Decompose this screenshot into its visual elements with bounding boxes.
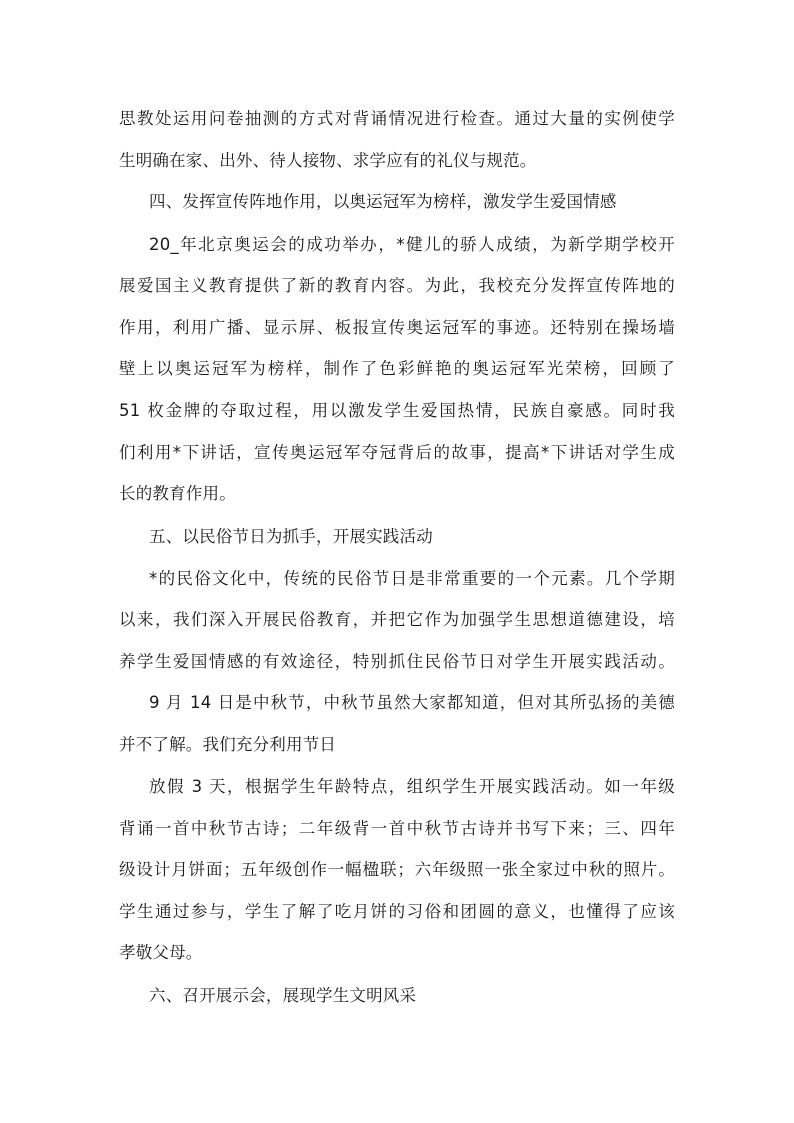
text-line: 以来，我们深入开展民俗教育，并把它作为加强学生思想道德建设，培 — [119, 610, 675, 629]
section-heading: 四、发挥宣传阵地作用，以奥运冠军为榜样，激发学生爱国情感 — [149, 192, 617, 211]
text-line: 20_年北京奥运会的成功举办，*健儿的骄人成绩，为新学期学校开 — [149, 235, 675, 254]
text-line: 们利用*下讲话，宣传奥运冠军夺冠背后的故事，提高*下讲话对学生成 — [119, 443, 675, 462]
text-line: 51 枚金牌的夺取过程，用以激发学生爱国热情，民族自豪感。同时我 — [119, 401, 675, 420]
text-line: 作用，利用广播、显示屏、板报宣传奥运冠军的事迹。还特别在操场墙 — [119, 318, 675, 337]
text-line: 养学生爱国情感的有效途径，特别抓住民俗节日对学生开展实践活动。 — [119, 652, 675, 671]
section-heading: 五、以民俗节日为抓手，开展实践活动 — [149, 527, 433, 546]
text-line: 壁上以奥运冠军为榜样，制作了色彩鲜艳的奥运冠军光荣榜，回顾了 — [119, 359, 675, 378]
text-line: 孝敬父母。 — [119, 943, 203, 962]
text-line: 9 月 14 日是中秋节，中秋节虽然大家都知道，但对其所弘扬的美德 — [149, 693, 675, 712]
text-line: 背诵一首中秋节古诗；二年级背一首中秋节古诗并书写下来；三、四年 — [119, 819, 675, 838]
text-line: 生明确在家、出外、待人接物、求学应有的礼仪与规范。 — [119, 151, 537, 170]
text-line: 学生通过参与，学生了解了吃月饼的习俗和团圆的意义，也懂得了应该 — [119, 902, 675, 921]
text-line: *的民俗文化中，传统的民俗节日是非常重要的一个元素。几个学期 — [149, 569, 675, 588]
section-heading: 六、召开展示会，展现学生文明风采 — [149, 986, 417, 1005]
text-line: 放假 3 天，根据学生年龄特点，组织学生开展实践活动。如一年级 — [149, 777, 675, 796]
text-line: 并不了解。我们充分利用节日 — [119, 735, 337, 754]
text-line: 展爱国主义教育提供了新的教育内容。为此，我校充分发挥宣传阵地的 — [119, 276, 675, 295]
text-line: 级设计月饼面；五年级创作一幅楹联；六年级照一张全家过中秋的照片。 — [119, 860, 675, 879]
text-line: 长的教育作用。 — [119, 484, 236, 503]
text-line: 思教处运用问卷抽测的方式对背诵情况进行检查。通过大量的实例使学 — [119, 109, 675, 128]
